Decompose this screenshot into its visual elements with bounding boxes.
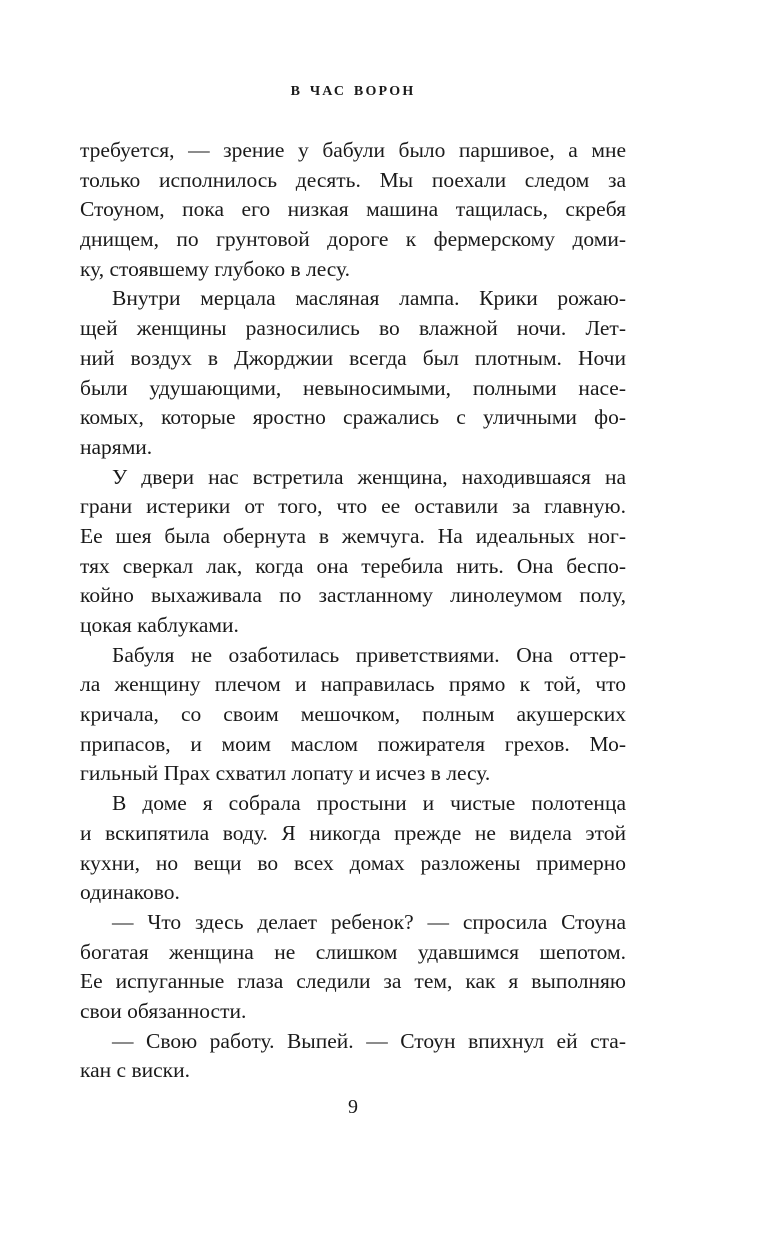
text-line: припасов, и моим маслом пожирателя грехов. Мо-: [80, 731, 626, 756]
text-line: койно выхаживала по застланному линолеумом полу,: [80, 583, 626, 608]
text-line: щей женщины разносились во влажной ночи. Лет-: [80, 316, 626, 341]
text-line: одинаково.: [80, 880, 180, 905]
paragraph: [80, 284, 626, 462]
text-line: гильный Прах схватил лопату и исчез в лесу.: [80, 761, 491, 786]
text-line: только исполнилось десять. Мы поехали следом за: [80, 167, 626, 192]
paragraph: [80, 1027, 626, 1086]
text-line: кричала, со своим мешочком, полным акушерских: [80, 702, 626, 727]
text-line: нарями.: [80, 434, 153, 459]
paragraph: [80, 641, 626, 789]
running-head: В ЧАС ВОРОН: [290, 84, 416, 99]
text-line: Ее испуганные глаза следили за тем, как я выполняю: [80, 969, 626, 994]
paragraph: [80, 908, 626, 1027]
text-line: У двери нас встретила женщина, находившаяся на: [112, 464, 626, 489]
text-line: кухни, но вещи во всех домах разложены примерно: [80, 850, 626, 875]
text-line: Бабуля не озаботилась приветствиями. Она оттер-: [112, 642, 626, 667]
text-line: Стоуном, пока его низкая машина тащилась, скребя: [80, 197, 626, 222]
text-line: ний воздух в Джорджии всегда был плотным. Ночи: [80, 345, 626, 370]
text-line: Внутри мерцала масляная лампа. Крики рожаю-: [112, 286, 626, 311]
text-line: грани истерики от того, что ее оставили за главную.: [80, 494, 626, 519]
paragraph: [80, 136, 626, 284]
text-block: [80, 136, 626, 1086]
text-line: были удушающими, невыносимыми, полными насе-: [80, 375, 626, 400]
text-line: Ее шея была обернута в жемчуга. На идеальных ног-: [80, 523, 626, 548]
paragraph: [80, 463, 626, 641]
page-number: 9: [348, 1096, 358, 1118]
text-line: и вскипятила воду. Я никогда прежде не видела этой: [80, 820, 626, 845]
text-line: тях сверкал лак, когда она теребила нить. Она беспо-: [80, 553, 626, 578]
text-line: требуется, — зрение у бабули было паршивое, а мне: [80, 138, 626, 162]
text-line: — Свою работу. Выпей. — Стоун впихнул ей ста-: [112, 1028, 626, 1053]
text-line: В доме я собрала простыни и чистые полотенца: [112, 791, 626, 816]
text-line: ла женщину плечом и направилась прямо к той, что: [80, 672, 626, 697]
text-line: днищем, по грунтовой дороге к фермерскому доми-: [80, 227, 626, 252]
text-line: комых, которые яростно сражались с уличными фо-: [80, 405, 626, 430]
text-line: — Что здесь делает ребенок? — спросила Стоуна: [112, 909, 626, 934]
text-line: кан с виски.: [80, 1058, 190, 1083]
text-line: ку, стоявшему глубоко в лесу.: [80, 256, 351, 281]
paragraph: [80, 789, 626, 908]
text-line: богатая женщина не слишком удавшимся шепотом.: [80, 939, 626, 964]
text-line: свои обязанности.: [80, 998, 247, 1023]
text-line: цокая каблуками.: [80, 613, 239, 637]
